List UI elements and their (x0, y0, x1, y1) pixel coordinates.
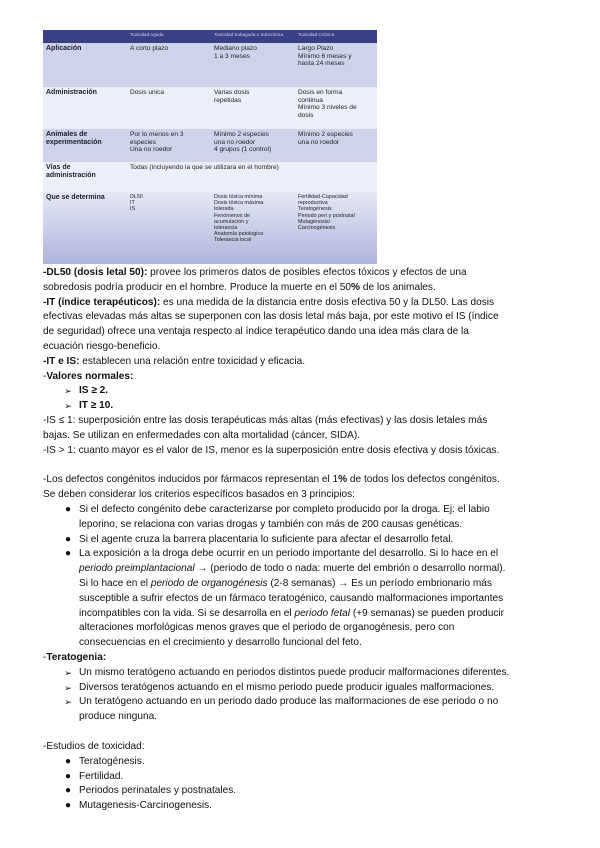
term-normal-values: Valores normales: (46, 370, 134, 382)
list-item: ➢ IT ≥ 10. (43, 399, 563, 414)
table-cell-span: Todas (incluyendo la que se utilizara en el hombre) (127, 162, 377, 192)
paragraph-is-low: -IS ≤ 1: superposición entre las dosis terapéuticas más altas (más efectivas) y las dosis letales más bajas. Se utilizan en enfermedades con alta mortalidad (cáncer, SIDA). (43, 414, 488, 441)
list-item: ➢ IS ≥ 2. (43, 384, 563, 399)
table-cell: Mínimo 2 especies una no roedor (295, 129, 377, 162)
bullet-dot-icon: ● (64, 503, 72, 515)
arrow-bullet-icon: ➢ (64, 697, 72, 708)
table-header-row (43, 30, 377, 43)
table-cell: Varias dosis repetidas (211, 87, 295, 129)
paragraph-normal-values: -Valores normales: (43, 370, 134, 382)
table-row (43, 87, 377, 129)
normal-values-list (43, 384, 563, 414)
table-cell: A corto plazo (127, 43, 211, 87)
table-row-label: Vías de administración (43, 162, 127, 192)
teratogenia-list (43, 666, 563, 725)
bullet-dot-icon: ● (64, 770, 72, 782)
bullet-dot-icon: ● (64, 533, 72, 545)
bullet-dot-icon: ● (64, 785, 72, 797)
bullet-dot-icon: ● (64, 548, 72, 560)
term-teratogenia: Teratogenia: (46, 651, 107, 663)
arrow-bullet-icon: ➢ (64, 386, 72, 397)
list-item: ➢ Diversos teratógenos actuando en el mismo periodo puede producir iguales malformaciones. (43, 681, 563, 696)
list-item: ● Mutagenesis-Carcinogenesis. (43, 799, 563, 814)
table-cell: Por lo menos en 3 especies Una no roedor (127, 129, 211, 162)
table-row (43, 192, 377, 264)
table-header-acute: Toxicidad Aguda (127, 30, 211, 43)
paragraph-toxicity-studies: -Estudios de toxicidad: (43, 740, 145, 752)
table-cell: Dosis unica (127, 87, 211, 129)
table-header-chronic: Toxicidad Crónica (295, 30, 377, 43)
table-row-label: Que se determina (43, 192, 127, 264)
toxicity-studies-table (43, 30, 377, 264)
arrow-bullet-icon: ➢ (64, 667, 72, 678)
table-cell: Mediano plazo 1 a 3 meses (211, 43, 295, 87)
table-cell: Fertilidad-Capacidad reproductiva Teratogénesis Periodo peri y postnatal Mutagénosis/ Carcinogénesis (295, 192, 377, 264)
table-header-corner (43, 30, 127, 43)
paragraph-is-high: -IS > 1: cuanto mayor es el valor de IS, menor es la superposición entre dosis efectiva y dosis tóxicas. (43, 444, 500, 456)
table-cell: Dosis tóxica mínima Dosis tóxica máxima tolerada Fenómenos de acumulación y tolerancia Anatomía patologica Tolerancia local (211, 192, 295, 264)
term-dl50: -DL50 (dosis letal 50): (43, 267, 148, 278)
table-header-subacute: Toxicidad Subaguda o Subcrónica (211, 30, 295, 43)
table-row (43, 43, 377, 87)
table-cell: Mínimo 2 especies una no roedor 4 grupos (1 control) (211, 129, 295, 162)
table-row (43, 162, 377, 192)
paragraph-teratogenia: -Teratogenia: (43, 651, 107, 663)
arrow-bullet-icon: ➢ (64, 682, 72, 693)
toxicity-studies-list (43, 755, 563, 814)
table-row-label: Administración (43, 87, 127, 129)
arrow-bullet-icon: ➢ (64, 401, 72, 412)
list-item: ● Teratogénesis. (43, 755, 563, 770)
paragraph-dl50: -DL50 (dosis letal 50): provee los primeros datos de posibles efectos tóxicos y efectos de una sobredosis podría producir en el hombre. Produce la muerte en el 50% de los animales. (43, 267, 467, 293)
table-cell: Largo Plazo Mínimo 6 meses y hasta 24 meses (295, 43, 377, 87)
principles-list (43, 503, 563, 651)
list-item: ➢ Un mismo teratógeno actuando en periodos distintos puede producir malformaciones diferentes. (43, 666, 563, 681)
table-cell: DL50 IT IS (127, 192, 211, 264)
term-it-is: -IT e IS: (43, 355, 80, 367)
table-row (43, 129, 377, 162)
bullet-dot-icon: ● (64, 755, 72, 767)
list-item: ● Fertilidad. (43, 770, 563, 785)
list-item: ● Periodos perinatales y postnatales. (43, 784, 563, 799)
list-item: ● Si el defecto congénito debe caracterizarse por completo producido por la droga. Ej: el labio leporino, se relaciona con varias drogas y también con más de 200 causas genéticas. (64, 503, 490, 530)
table-row-label: Aplicación (43, 43, 127, 87)
paragraph-it: -IT (índice terapéuticos): es una medida de la distancia entre dosis efectiva 50 y la DL50. Las dosis efectivas elevadas más altas se superponen con las dosis letal más baja, por este motivo el IS (índice de seguridad) ofrece una ventaja respecto al índice terapéutico dando una idea más clara de la ecuación riesgo-beneficio. (43, 296, 499, 352)
list-item: ● La exposición a la droga debe ocurrir en un periodo importante del desarrollo. Si lo hace en el periodo preimplantacional → (periodo de todo o nada: muerte del embrión o desarrollo normal). Si lo hace en el periodo de organogénesis (2-8 semanas) → Es un período embrionario más susceptible a sufrir efectos de un fármaco teratogénico, causando malformaciones importantes incompatibles con la vida. Si se desarrolla en el periodo fetal (+9 semanas) se pueden producir alteraciones morfológicas menos graves que el periodo de organogénesis, pero con consecuencias en el crecimiento y desarrollo funcional del feto. (64, 548, 506, 649)
table-row-label: Animales de experimentación (43, 129, 127, 162)
list-item: ● Si el agente cruza la barrera placentaria lo suficiente para afectar el desarrollo fetal. (43, 533, 563, 548)
bullet-dot-icon: ● (64, 800, 72, 812)
list-item: ➢ Un teratógeno actuando en un periodo dado produce las malformaciones de ese periodo o no produce ninguna. (64, 696, 499, 723)
table-cell: Dosis en forma continua Mínimo 3 niveles de dosis (295, 87, 377, 129)
term-it: -IT (índice terapéuticos): (43, 296, 161, 308)
document-body (43, 266, 563, 814)
paragraph-it-is: -IT e IS: establecen una relación entre toxicidad y eficacia. (43, 355, 306, 367)
paragraph-congenital-defects: -Los defectos congénitos inducidos por fármacos representan el 1% de todos los defectos congénitos. Se deben considerar los criterios específicos basados en 3 principios: (43, 474, 500, 501)
